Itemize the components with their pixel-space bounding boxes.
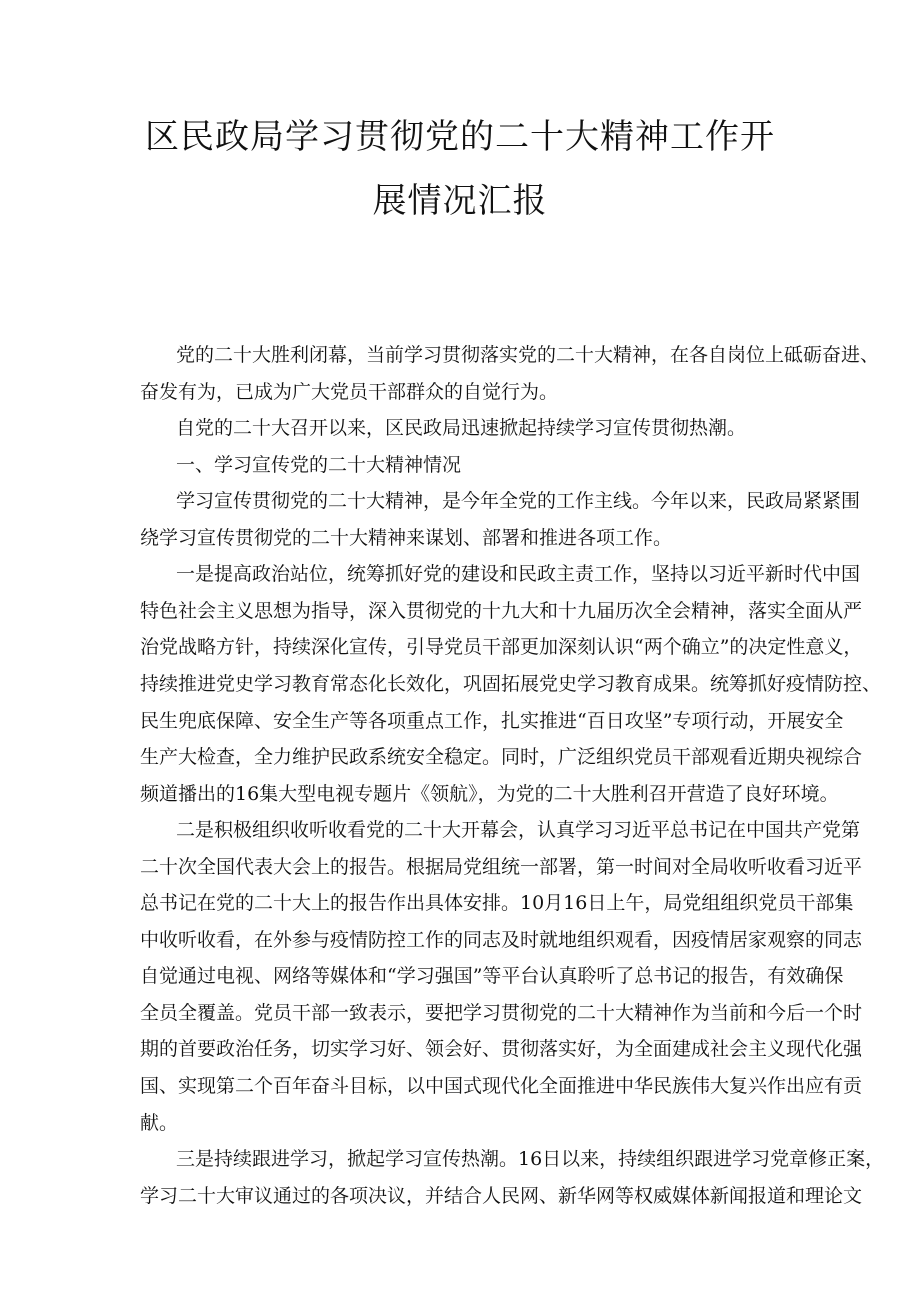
body-text-line: 频道播出的16集大型电视专题片《领航》，为党的二十大胜利召开营造了良好环境。 [140,782,839,805]
body-text-line: 学习二十大审议通过的各项决议，并结合人民网、新华网等权威媒体新闻报道和理论文 [140,1184,863,1207]
body-text-line: 自党的二十大召开以来，区民政局迅速掀起持续学习宣传贯彻热潮。 [176,417,747,440]
body-text-line: 党的二十大胜利闭幕，当前学习贯彻落实党的二十大精神，在各自岗位上砥砺奋进、 [176,344,880,366]
body-text-line: 国、实现第二个百年奋斗目标，以中国式现代化全面推进中华民族伟大复兴作出应有贡 [140,1075,863,1097]
body-text-line: 民生兜底保障、安全生产等各项重点工作，扎实推进“百日攻坚”专项行动，开展安全 [140,709,844,732]
body-text-line: 生产大检查，全力维护民政系统安全稳定。同时，广泛组织党员干部观看近期央视综合 [140,746,863,769]
body-text-line: 特色社会主义思想为指导，深入贯彻党的十九大和十九届历次全会精神，落实全面从严 [140,599,863,622]
body-text-line: 持续推进党史学习教育常态化长效化，巩固拓展党史学习教育成果。统筹抓好疫情防控、 [140,672,882,695]
body-text-line: 三是持续跟进学习，掀起学习宣传热潮。16日以来，持续组织跟进学习党章修正案， [176,1148,885,1171]
body-text-line: 中收听收看，在外参与疫情防控工作的同志及时就地组织观看，因疫情居家观察的同志 [140,928,863,951]
body-text-line: 献。 [140,1111,179,1134]
body-text-line: 绕学习宣传贯彻党的二十大精神来谋划、部署和推进各项工作。 [140,526,673,549]
body-text-line: 二是积极组织收听收看党的二十大开幕会，认真学习习近平总书记在中国共产党第 [176,819,861,842]
body-text-line: 奋发有为，已成为广大党员干部群众的自觉行为。 [140,380,559,403]
body-text-line: 自觉通过电视、网络等媒体和“学习强国”等平台认真聆听了总书记的报告，有效确保 [140,965,844,988]
body-text-line: 二十次全国代表大会上的报告。根据局党组统一部署，第一时间对全局收听收看习近平 [140,855,863,878]
body-text-line: 一是提高政治站位，统筹抓好党的建设和民政主责工作，坚持以习近平新时代中国 [176,563,861,586]
body-text-line: 学习宣传贯彻党的二十大精神，是今年全党的工作主线。今年以来，民政局紧紧围 [176,490,861,513]
body-text-line: 总书记在党的二十大上的报告作出具体安排。10月16日上午，局党组组织党员干部集 [140,892,854,915]
body-text-line: 一、学习宣传党的二十大精神情况 [176,453,462,476]
body-text-line: 期的首要政治任务，切实学习好、领会好、贯彻落实好，为全面建成社会主义现代化强 [140,1038,863,1061]
body-text-line: 全员全覆盖。党员干部一致表示，要把学习贯彻党的二十大精神作为当前和今后一个时 [140,1001,863,1024]
document-title-line-1: 区民政局学习贯彻党的二十大精神工作开 [145,117,775,157]
document-title-line-2: 展情况汇报 [372,181,548,221]
body-text-line: 治党战略方针，持续深化宣传，引导党员干部更加深刻认识“两个确立”的决定性意义， [140,636,863,659]
